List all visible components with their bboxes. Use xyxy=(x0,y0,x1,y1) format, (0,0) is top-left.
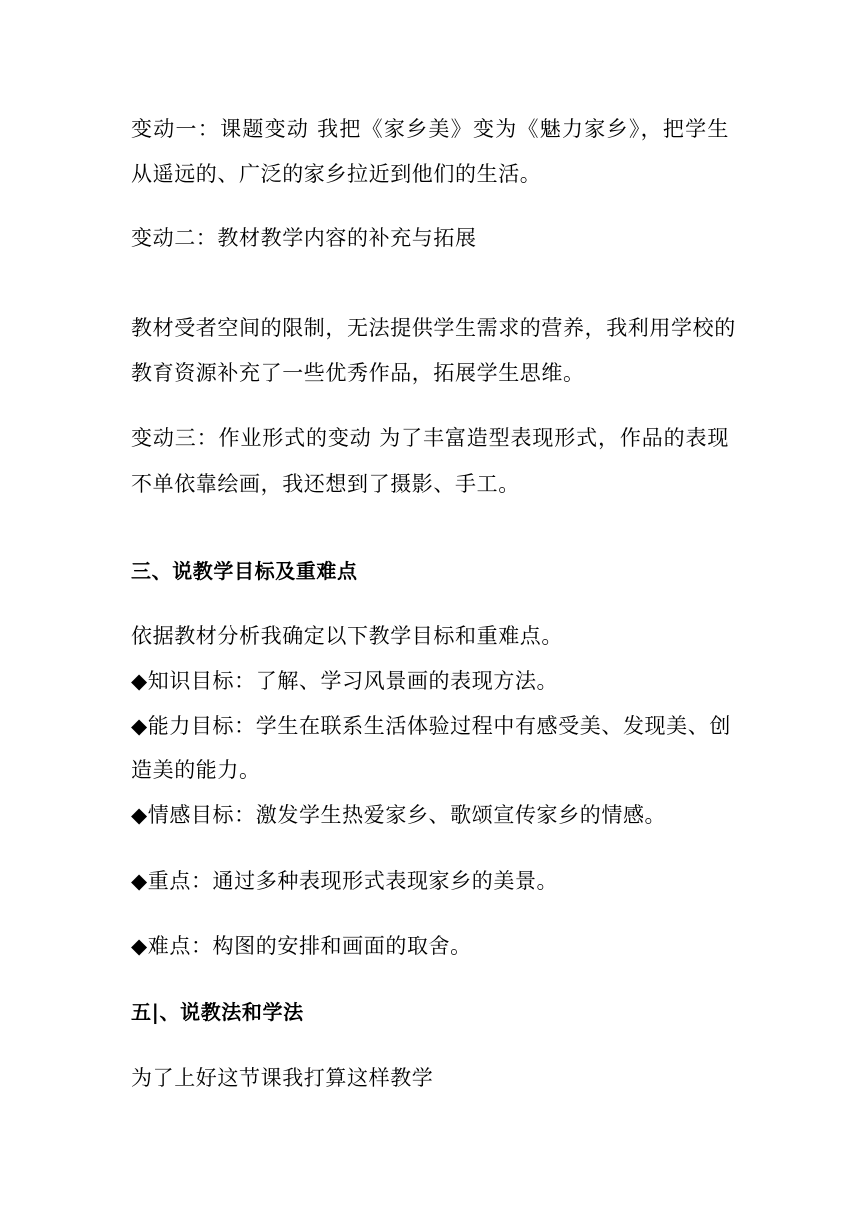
paragraph-change-one-line-2: 从遥远的、广泛的家乡拉近到他们的生活。 xyxy=(131,162,542,186)
goal-ability-line-2: 造美的能力。 xyxy=(131,758,261,782)
paragraph-methods-intro: 为了上好这节课我打算这样教学 xyxy=(131,1066,434,1090)
paragraph-materials-line-2: 教育资源补充了一些优秀作品，拓展学生思维。 xyxy=(131,361,585,385)
section-heading-methods: 五|、说教法和学法 xyxy=(131,1000,304,1024)
section-heading-goals: 三、说教学目标及重难点 xyxy=(131,559,358,583)
goal-emotion: ◆情感目标：激发学生热爱家乡、歌颂宣传家乡的情感。 xyxy=(131,803,667,827)
paragraph-change-two: 变动二：教材教学内容的补充与拓展 xyxy=(131,226,477,250)
paragraph-change-three-line-2: 不单依靠绘画，我还想到了摄影、手工。 xyxy=(131,472,520,496)
goal-knowledge: ◆知识目标：了解、学习风景画的表现方法。 xyxy=(131,669,559,693)
paragraph-goals-intro: 依据教材分析我确定以下教学目标和重难点。 xyxy=(131,624,563,648)
paragraph-change-three-line-1: 变动三：作业形式的变动 为了丰富造型表现形式，作品的表现 xyxy=(131,426,729,450)
paragraph-change-one-line-1: 变动一：课题变动 我把《家乡美》变为《魅力家乡》，把学生 xyxy=(131,117,729,141)
difficult-point: ◆难点：构图的安排和画面的取舍。 xyxy=(131,934,472,958)
paragraph-materials-line-1: 教材受者空间的限制，无法提供学生需求的营养，我利用学校的 xyxy=(131,316,736,340)
key-point: ◆重点：通过多种表现形式表现家乡的美景。 xyxy=(131,869,559,893)
goal-ability-line-1: ◆能力目标：学生在联系生活体验过程中有感受美、发现美、创 xyxy=(131,714,731,738)
